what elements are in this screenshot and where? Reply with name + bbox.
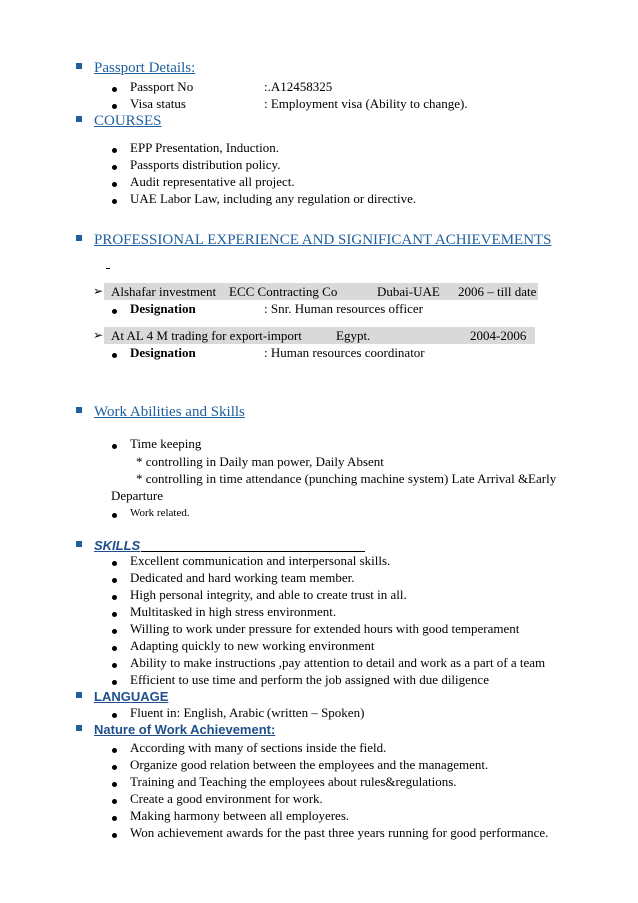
bullet-icon bbox=[112, 353, 117, 358]
list-item: Create a good environment for work. bbox=[130, 791, 323, 806]
passport-no-label: Passport No bbox=[130, 79, 194, 94]
bullet-icon bbox=[112, 629, 117, 634]
list-item: Training and Teaching the employees about rules&regulations. bbox=[130, 774, 457, 789]
bullet-icon bbox=[112, 748, 117, 753]
square-bullet-icon bbox=[76, 63, 82, 69]
bullet-icon bbox=[112, 513, 117, 518]
bullet-icon bbox=[112, 833, 117, 838]
list-item: UAE Labor Law, including any regulation or directive. bbox=[130, 191, 417, 206]
bullet-icon bbox=[112, 612, 117, 617]
work-related: Work related. bbox=[130, 507, 190, 519]
list-item: According with many of sections inside the field. bbox=[130, 740, 387, 755]
square-bullet-icon bbox=[76, 235, 82, 241]
bullet-icon bbox=[112, 182, 117, 187]
list-item: Dedicated and hard working team member. bbox=[130, 570, 355, 585]
bullet-icon bbox=[112, 799, 117, 804]
abilities-sub1: * controlling in Daily man power, Daily Absent bbox=[136, 454, 384, 469]
job2-designation-value: : Human resources coordinator bbox=[264, 345, 425, 360]
bullet-icon bbox=[112, 663, 117, 668]
bullet-icon bbox=[112, 87, 117, 92]
bullet-icon bbox=[112, 816, 117, 821]
bullet-icon bbox=[112, 646, 117, 651]
passport-no-value: :.A12458325 bbox=[264, 79, 333, 94]
experience-heading: PROFESSIONAL EXPERIENCE AND SIGNIFICANT ACHIEVEMENTS bbox=[76, 232, 552, 249]
list-item: Willing to work under pressure for extended hours with good temperament bbox=[130, 621, 520, 636]
courses-heading: COURSES bbox=[76, 113, 162, 130]
job1-company: Alshafar investment bbox=[111, 284, 217, 299]
bullet-icon bbox=[112, 578, 117, 583]
bullet-icon bbox=[112, 309, 117, 314]
nature-heading: Nature of Work Achievement: bbox=[76, 722, 275, 737]
divider bbox=[141, 551, 365, 552]
job2-period: 2004-2006 bbox=[470, 328, 527, 343]
bullet-icon bbox=[112, 104, 117, 109]
square-bullet-icon bbox=[76, 116, 82, 122]
visa-value: : Employment visa (Ability to change). bbox=[264, 96, 468, 111]
list-item: Making harmony between all employeres. bbox=[130, 808, 350, 823]
job1-designation-value: : Snr. Human resources officer bbox=[264, 301, 423, 316]
square-bullet-icon bbox=[76, 407, 82, 413]
bullet-icon bbox=[112, 680, 117, 685]
list-item: Excellent communication and interpersonal skills. bbox=[130, 553, 391, 568]
list-item: Won achievement awards for the past three years running for good performance. bbox=[130, 825, 549, 840]
job1-company2: ECC Contracting Co bbox=[229, 284, 338, 299]
list-item: Ability to make instructions ,pay attention to detail and work as a part of a team bbox=[130, 655, 546, 670]
abilities-sub2: * controlling in time attendance (punching machine system) Late Arrival &Early bbox=[136, 471, 557, 486]
list-item: Audit representative all project. bbox=[130, 174, 295, 189]
bullet-icon bbox=[112, 165, 117, 170]
language-item: Fluent in: English, Arabic (written – Spoken) bbox=[130, 705, 365, 720]
abilities-sub2-cont: Departure bbox=[111, 488, 163, 503]
bullet-icon bbox=[112, 713, 117, 718]
bullet-icon bbox=[112, 199, 117, 204]
list-item: Passports distribution policy. bbox=[130, 157, 281, 172]
square-bullet-icon bbox=[76, 725, 82, 731]
square-bullet-icon bbox=[76, 541, 82, 547]
bullet-icon bbox=[112, 444, 117, 449]
list-item: Efficient to use time and perform the job assigned with due diligence bbox=[130, 672, 489, 687]
list-item: Organize good relation between the employees and the management. bbox=[130, 757, 489, 772]
skills-heading: SKILLS bbox=[76, 538, 140, 553]
arrow-bullet-icon: ➢ bbox=[93, 328, 104, 342]
visa-label: Visa status bbox=[130, 96, 186, 111]
job1-period: 2006 – till date bbox=[458, 284, 537, 299]
time-keeping: Time keeping bbox=[130, 436, 202, 451]
list-item: Adapting quickly to new working environment bbox=[130, 638, 375, 653]
divider bbox=[106, 262, 110, 269]
square-bullet-icon bbox=[76, 692, 82, 698]
passport-heading: Passport Details: bbox=[76, 60, 195, 77]
bullet-icon bbox=[112, 765, 117, 770]
bullet-icon bbox=[112, 148, 117, 153]
job1-location: Dubai-UAE bbox=[377, 284, 440, 299]
list-item: High personal integrity, and able to create trust in all. bbox=[130, 587, 407, 602]
bullet-icon bbox=[112, 561, 117, 566]
list-item: EPP Presentation, Induction. bbox=[130, 140, 280, 155]
bullet-icon bbox=[112, 782, 117, 787]
bullet-icon bbox=[112, 595, 117, 600]
language-heading: LANGUAGE bbox=[76, 689, 168, 704]
job2-location: Egypt. bbox=[336, 328, 371, 343]
arrow-bullet-icon: ➢ bbox=[93, 284, 104, 298]
job2-company: At AL 4 M trading for export-import bbox=[111, 328, 302, 343]
job1-designation-label: Designation bbox=[130, 301, 196, 316]
abilities-heading: Work Abilities and Skills bbox=[76, 404, 245, 421]
job2-designation-label: Designation bbox=[130, 345, 196, 360]
list-item: Multitasked in high stress environment. bbox=[130, 604, 337, 619]
